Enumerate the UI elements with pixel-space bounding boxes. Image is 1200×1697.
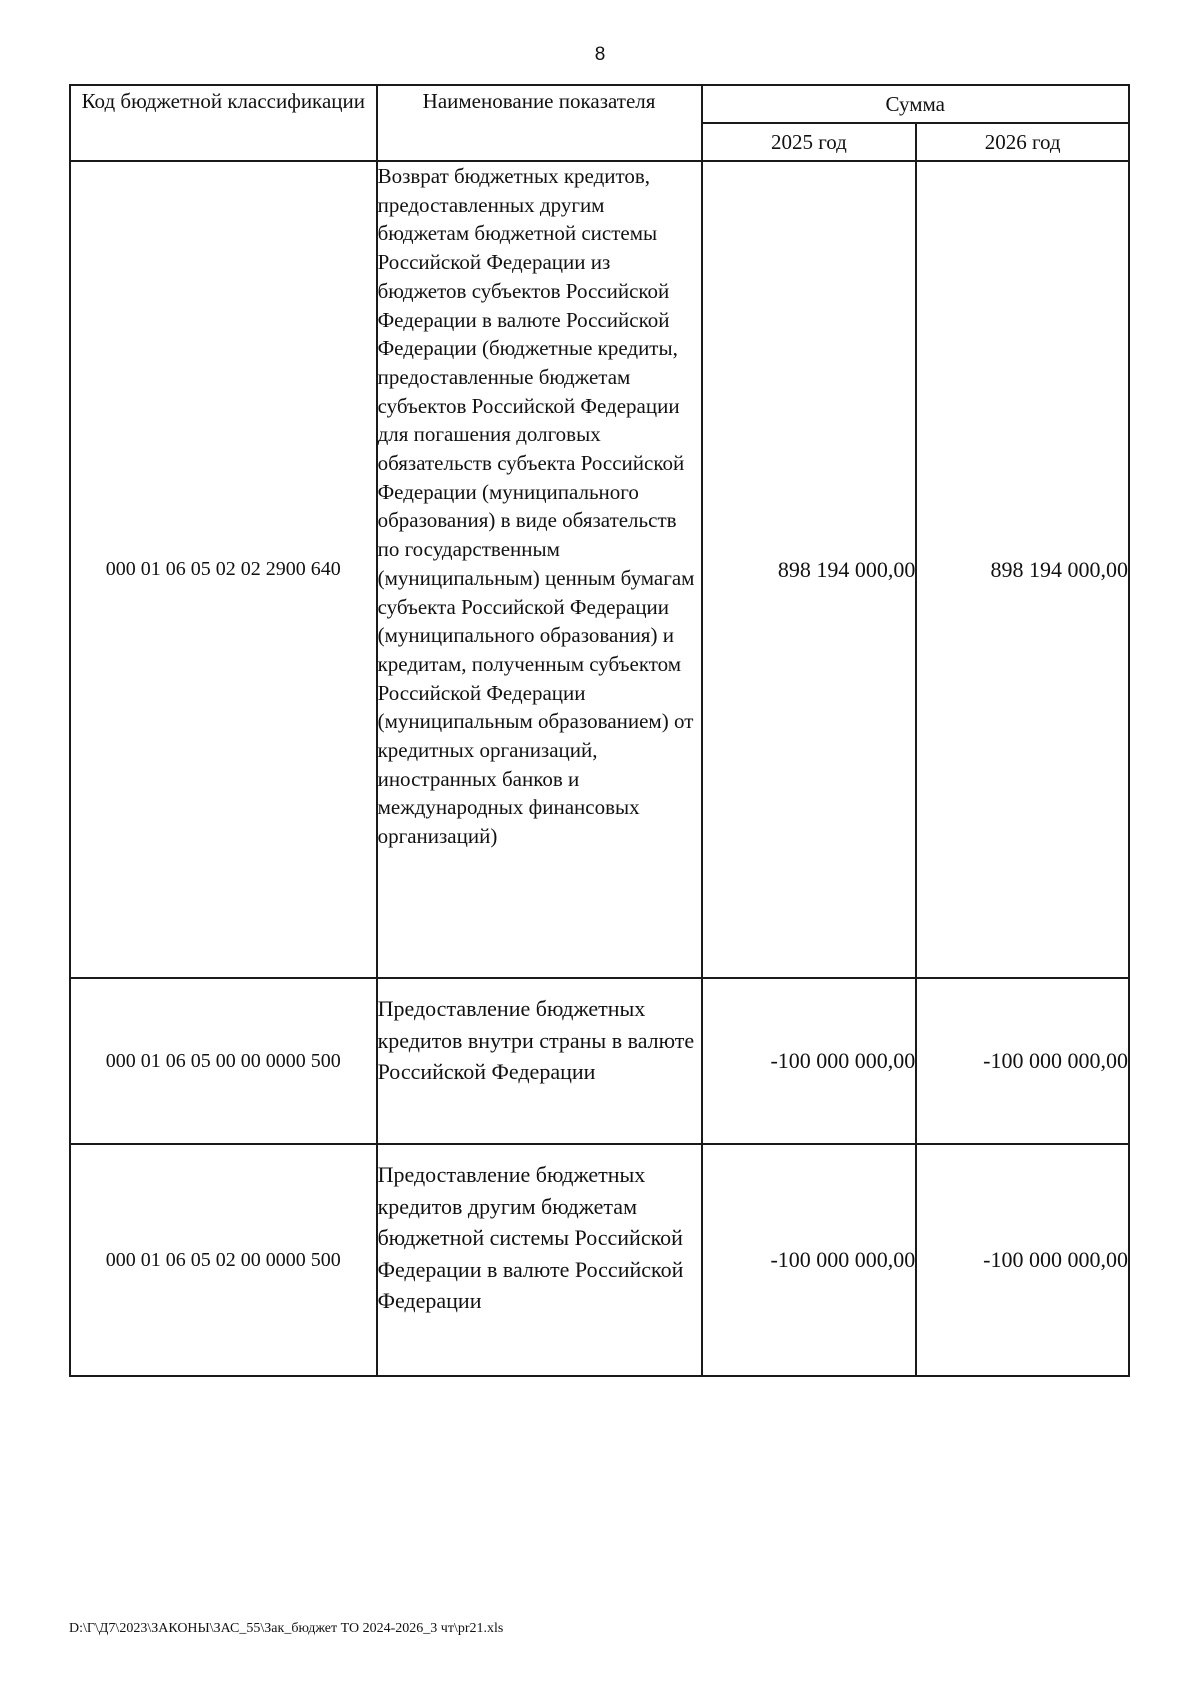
table-row [70,978,1129,1144]
indicator-name-text: Возврат бюджетных кредитов, предоставленных другим бюджетам бюджетной системы Российской Федерации из бюджетов субъектов Российской Федерации в валюте Российской Федерации (бюджетные кредиты, предоставленные бюджетам субъектов Российской Федерации для погашения долговых обязательств субъекта Российской Федерации (муниципального образования) в виде обязательств по государственным (муниципальным) ценным бумагам субъекта Российской Федерации (муниципального образования) и кредитам, полученным субъектом Российской Федерации (муниципальным образованием) от кредитных организаций, иностранных банков и международных финансовых организаций) [377,164,695,849]
budget-code-cell: 000 01 06 05 02 02 2900 640 [70,161,377,978]
indicator-name-cell [377,978,702,1144]
table-row [70,161,1129,978]
header-name: Наименование показателя [377,85,702,161]
header-year-2025: 2025 год [702,123,917,161]
indicator-name-text: Предоставление бюджетных кредитов внутри страны в валюте Российской Федерации [377,996,695,1084]
footer-file-path: D:\Г\Д7\2023\ЗАКОНЫ\ЗАС_55\Зак_бюджет ТО 2024-2026_3 чт\pr21.xls [69,1621,504,1636]
table-row [70,1144,1129,1376]
amount-2025-cell: 898 194 000,00 [702,161,917,978]
indicator-name-text: Предоставление бюджетных кредитов другим бюджетам бюджетной системы Российской Федерации в валюте Российской Федерации [377,1162,684,1313]
budget-code-cell: 000 01 06 05 00 00 0000 500 [70,978,377,1144]
amount-2026-cell: 898 194 000,00 [916,161,1129,978]
header-code: Код бюджетной классификации [70,85,377,161]
header-sum: Сумма [702,85,1130,123]
amount-2026-cell: -100 000 000,00 [916,1144,1129,1376]
page-number: 8 [594,44,606,65]
amount-2025-cell: -100 000 000,00 [702,1144,917,1376]
amount-2026-cell: -100 000 000,00 [916,978,1129,1144]
budget-table [69,84,1130,1377]
indicator-name-cell [377,161,702,978]
amount-2025-cell: -100 000 000,00 [702,978,917,1144]
header-year-2026: 2026 год [916,123,1129,161]
budget-code-cell: 000 01 06 05 02 00 0000 500 [70,1144,377,1376]
indicator-name-cell [377,1144,702,1376]
